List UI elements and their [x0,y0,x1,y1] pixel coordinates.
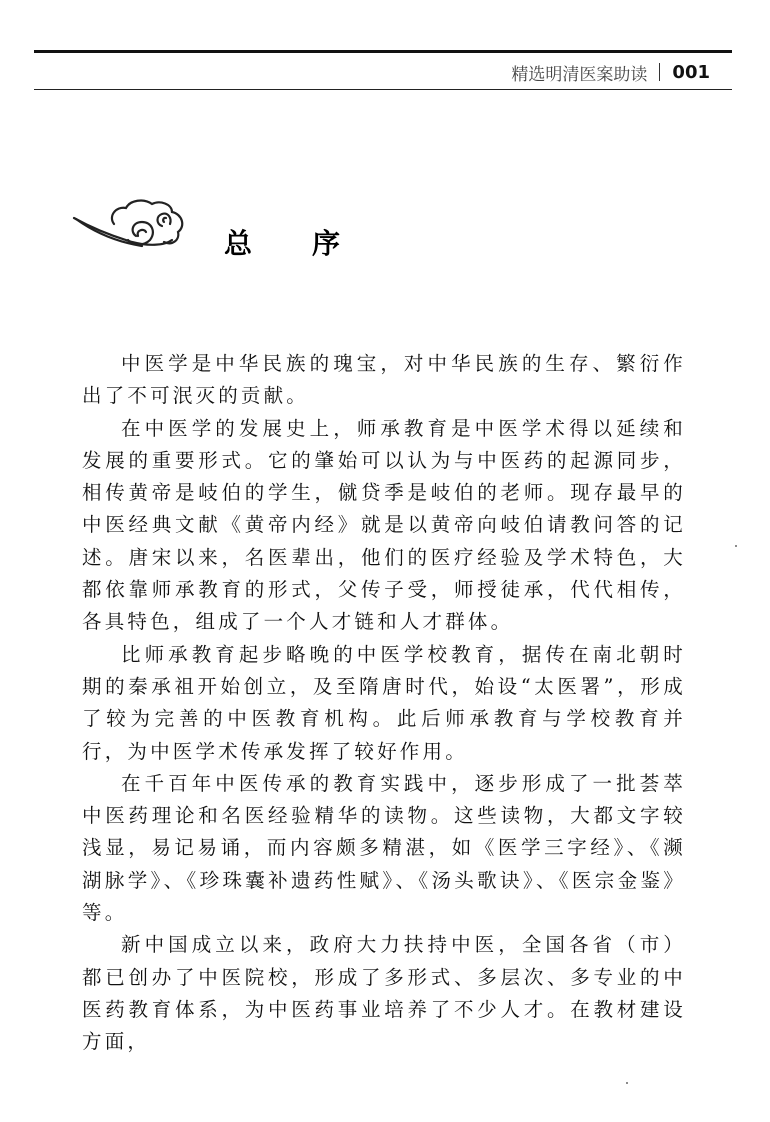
header-separator [659,63,660,81]
running-header [511,60,710,84]
paragraph: 在千百年中医传承的教育实践中，逐步形成了一批荟萃中医药理论和名医经验精华的读物。这些读物，大都文字较浅显，易记易诵，而内容颇多精湛，如《医学三字经》、《濒湖脉学》、《珍珠囊补遗药性赋》、《汤头歌诀》、《医宗金鉴》等。 [82,771,686,925]
scan-speck [735,545,737,547]
chapter-title-char: 序 [312,227,341,260]
chapter-title-char: 总 [224,227,253,260]
chapter-heading [72,196,472,266]
header-rule-bottom [34,89,732,90]
header-rule-top [34,50,732,53]
paragraph: 中医学是中华民族的瑰宝，对中华民族的生存、繁衍作出了不可泯灭的贡献。 [82,352,686,408]
page-number: 001 [672,61,710,83]
running-title: 精选明清医案助读 [511,64,648,85]
scan-speck [626,1082,628,1084]
paragraph: 在中医学的发展史上，师承教育是中医学术得以延续和发展的重要形式。它的肇始可以认为与中医药的起源同步，相传黄帝是岐伯的学生，僦贷季是岐伯的老师。现存最早的中医经典文献《黄帝内经》就是以黄帝向岐伯请教问答的记述。唐宋以来，名医辈出，他们的医疗经验及学术特色，大都依靠师承教育的形式，父传子受，师授徒承，代代相传，各具特色，组成了一个人才链和人才群体。 [82,416,686,634]
paragraph: 比师承教育起步略晚的中医学校教育，据传在南北朝时期的秦承祖开始创立，及至隋唐时代，始设“太医署”，形成了较为完善的中医教育机构。此后师承教育与学校教育并行，为中医学术传承发挥了较好作用。 [82,642,686,763]
paragraph: 新中国成立以来，政府大力扶持中医，全国各省（市）都已创办了中医院校，形成了多形式、多层次、多专业的中医药教育体系，为中医药事业培养了不少人才。在教材建设方面， [82,933,686,1054]
chapter-title [224,222,340,262]
cloud-icon [72,196,197,256]
body-text [82,348,686,1059]
